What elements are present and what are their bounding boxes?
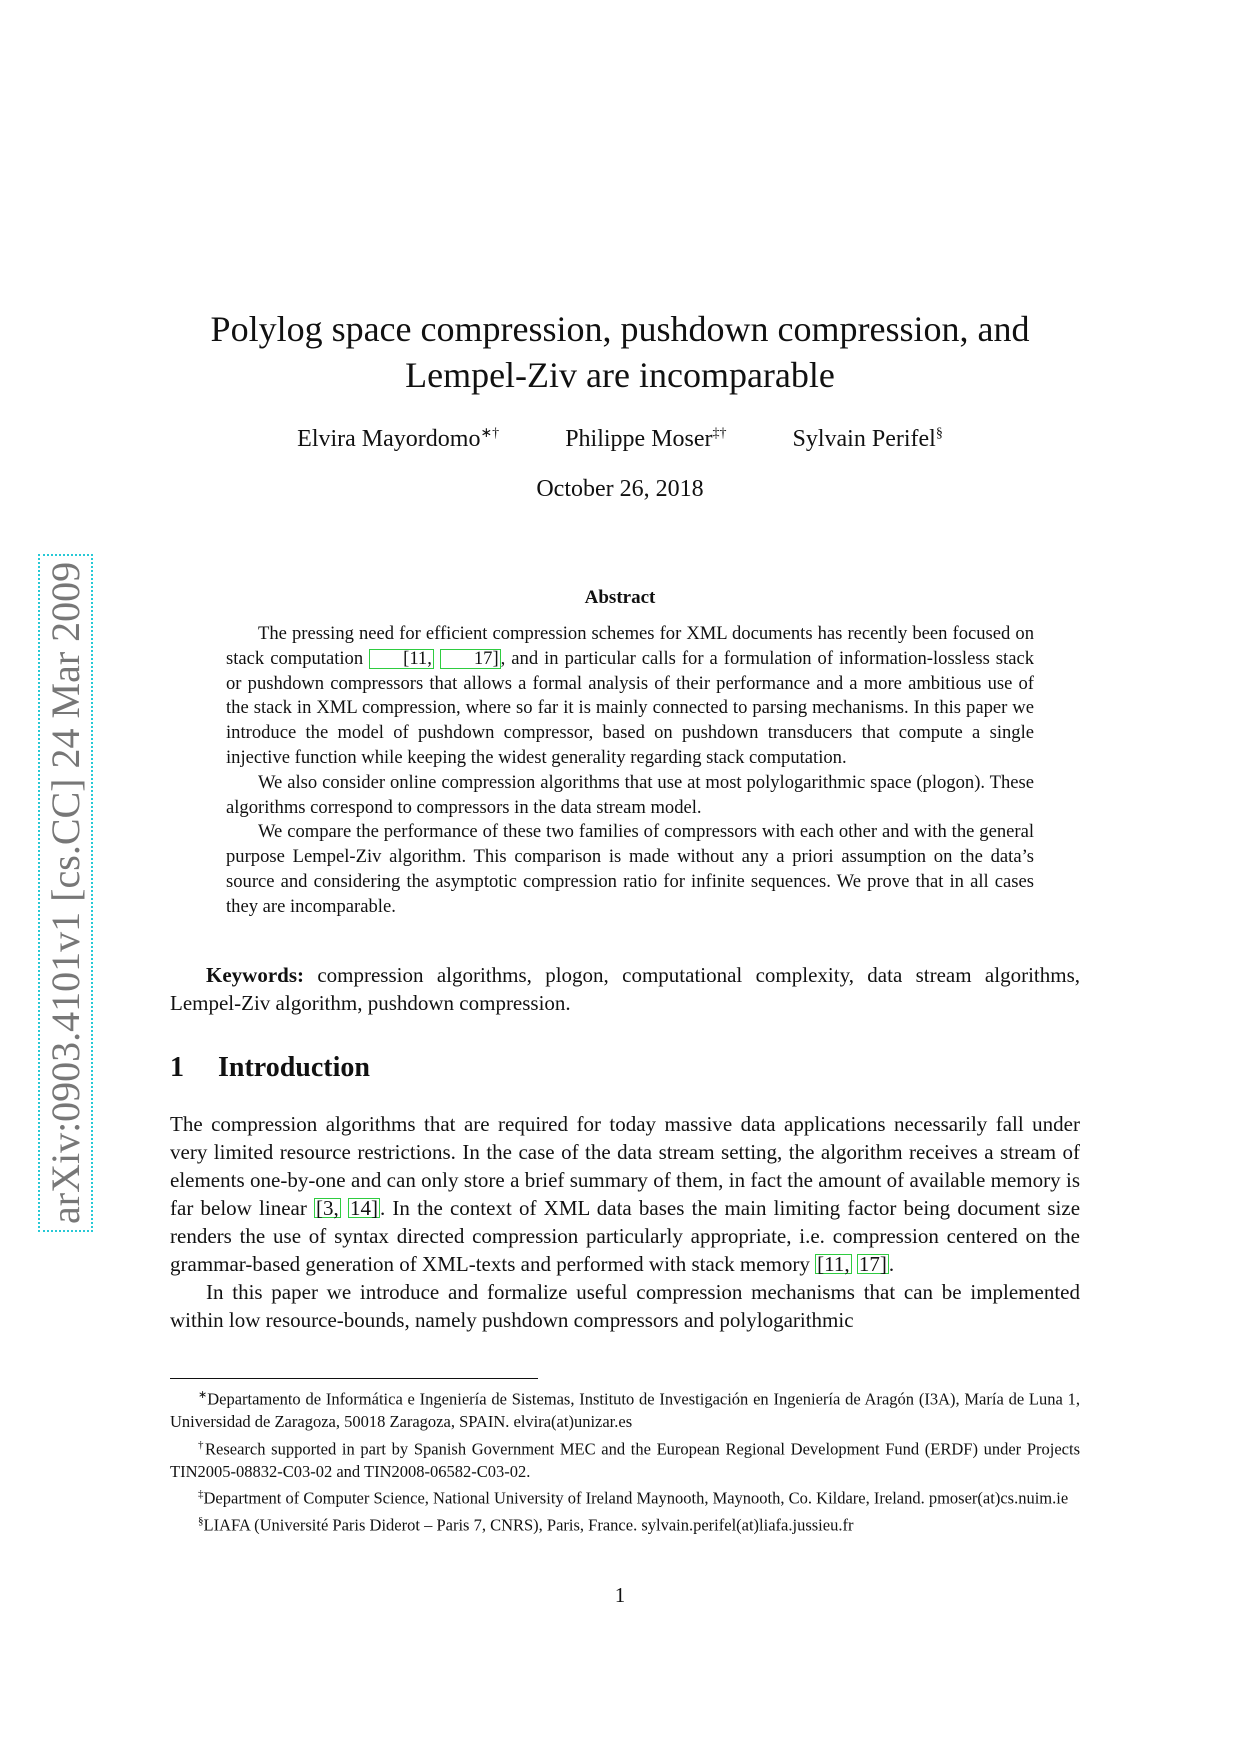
author-1: Elvira Mayordomo∗† xyxy=(297,426,500,452)
citation-link[interactable]: 17] xyxy=(440,649,501,669)
footnote-1: ∗Departamento de Informática e Ingeniería de Sistemas, Instituto de Investigación en Ingeniería de Aragón (I3A), María de Luna 1, Universidad de Zaragoza, 50018 Zaragoza, SPAIN. elvira(at)unizar.es xyxy=(170,1389,1080,1431)
page-number: 1 xyxy=(614,1583,626,1607)
footnote-mark: ‡ xyxy=(198,1488,204,1500)
keywords-text: compression algorithms, plogon, computational complexity, data stream algorithms, Lempel-Ziv algorithm, pushdown compression. xyxy=(170,963,1080,1015)
footnote-mark: ∗ xyxy=(198,1389,208,1401)
author-1-marks: ∗† xyxy=(480,426,500,441)
abstract-paragraph-3: We compare the performance of these two families of compressors with each other and with the general purpose Lempel-Ziv algorithm. This comparison is made without any a priori assumption on the data’s source and considering the asymptotic compression ratio for infinite sequences. We prove that in all cases they are incomparable. xyxy=(226,821,1034,917)
author-3: Sylvain Perifel§ xyxy=(792,426,943,452)
intro-paragraph-1: The compression algorithms that are required for today massive data applications necessarily fall under very limited resource restrictions. In the case of the data stream setting, the algorithm receives a stream of elements one-by-one and can only store a brief summary of them, in fact the amount of available memory is far below linear [3, 14]. In the context of XML data bases the main limiting factor being document size renders the use of syntax directed compression particularly appropriate, i.e. compression centered on the grammar-based generation of XML-texts and performed with stack memory [11, 17]. xyxy=(170,1112,1081,1276)
section-heading xyxy=(170,1052,370,1084)
abstract-heading: Abstract xyxy=(584,587,656,608)
abstract-paragraph-2: We also consider online compression algorithms that use at most polylogarithmic space (plogon). These algorithms correspond to compressors in the data stream model. xyxy=(226,771,1034,818)
paper-date: October 26, 2018 xyxy=(536,476,704,502)
footnote-3: ‡Department of Computer Science, National University of Ireland Maynooth, Maynooth, Co. Kildare, Ireland. pmoser(at)cs.nuim.ie xyxy=(198,1488,1069,1508)
author-2-marks: ‡† xyxy=(712,426,727,441)
footnote-mark: † xyxy=(198,1438,206,1451)
arxiv-identifier-link[interactable]: arXiv:0903.4101v1 [cs.CC] 24 Mar 2009 xyxy=(38,554,93,1232)
paper-title xyxy=(170,306,1070,398)
author-list xyxy=(170,425,1070,453)
citation-link[interactable]: 17] xyxy=(858,1252,887,1276)
citation-link[interactable]: [11, xyxy=(817,1252,850,1276)
title-line-1: Polylog space compression, pushdown compression, and xyxy=(210,309,1030,349)
footnote-2: †Research supported in part by Spanish Government MEC and the European Regional Development Fund (ERDF) under Projects TIN2005-08832-C03-02 and TIN2008-06582-C03-02. xyxy=(170,1438,1080,1481)
author-3-marks: § xyxy=(935,426,943,441)
footnote-mark: § xyxy=(198,1515,204,1527)
citation-link[interactable]: 14] xyxy=(349,1196,378,1220)
intro-paragraph-2: In this paper we introduce and formalize useful compression mechanisms that can be implemented within low resource-bounds, namely pushdown compressors and polylogarithmic xyxy=(170,1280,1080,1332)
citation-link[interactable]: [3, xyxy=(316,1196,339,1220)
footnotes xyxy=(170,1384,1080,1537)
introduction-body xyxy=(170,1110,1080,1334)
citation-link[interactable]: [11, xyxy=(369,649,434,669)
arxiv-side-identifier xyxy=(38,512,88,1224)
abstract-paragraph-1: The pressing need for efficient compression schemes for XML documents has recently been focused on stack computation [11, 17] , and in particular calls for a formulation of information-lossless stack or pushdown compressors that allows a formal analysis of their performance and a more ambitious use of the stack in XML compression, where so far it is mainly connected to parsing mechanisms. In this paper we introduce the model of pushdown compressor, based on pushdown transducers that compute a single injective function while keeping the widest generality regarding stack computation. xyxy=(226,623,1034,768)
title-line-2: Lempel-Ziv are incomparable xyxy=(405,355,835,395)
footnote-divider xyxy=(170,1378,538,1379)
keywords xyxy=(170,961,1080,1017)
section-number: 1 xyxy=(170,1052,184,1083)
section-title: Introduction xyxy=(218,1052,370,1083)
author-2: Philippe Moser‡† xyxy=(565,426,727,452)
abstract-body xyxy=(226,622,1034,920)
keywords-label: Keywords: xyxy=(206,963,304,987)
footnote-4: §LIAFA (Université Paris Diderot – Paris 7, CNRS), Paris, France. sylvain.perifel(at)liafa.jussieu.fr xyxy=(198,1515,854,1535)
